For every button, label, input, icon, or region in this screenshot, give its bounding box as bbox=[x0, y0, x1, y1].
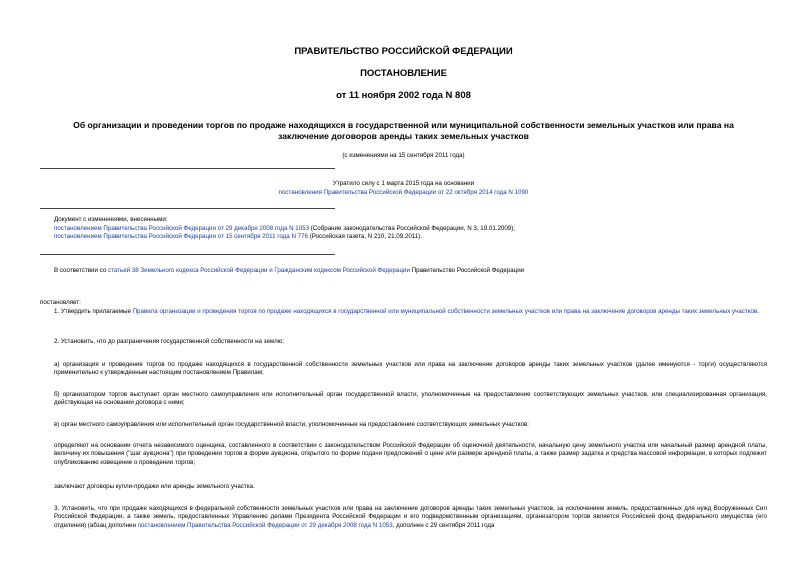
amendments-note: (с изменениями на 15 сентября 2011 года) bbox=[342, 152, 465, 159]
divider bbox=[40, 168, 335, 169]
divider bbox=[40, 208, 335, 209]
rules-link[interactable]: Правила организации и проведения торгов по продаже находящихся в государственной или муниципальной собственности земельных участков или права на заключение договоров аренды таких земельных участков bbox=[132, 308, 758, 315]
divider bbox=[40, 254, 335, 255]
changes-intro: Документ с изменениями, внесенными: bbox=[54, 216, 168, 223]
expired-notice bbox=[0, 180, 807, 197]
document-title: Об организации и проведении торгов по продаже находящихся в государственной или муниципальной собственности земельных участков или права на заключение договоров аренды таких земельных участков bbox=[73, 120, 734, 141]
changes-block bbox=[54, 216, 767, 242]
paragraph-2c-2: заключают договоры купли-продажи или аренды земельного участка. bbox=[54, 483, 255, 490]
date-number: от 11 ноября 2002 года N 808 bbox=[336, 90, 471, 101]
p3-link[interactable]: постановлением Правительства Российской Федерации от 29 декабря 2008 года N 1053 bbox=[137, 521, 393, 529]
list-item: постановлением Правительства Российской Федерации от 29 декабря 2008 года N 1053 (Собрание законодательства Российской Федерации, N 3, 19.01.2009); bbox=[54, 224, 516, 232]
resolves: постановляет: bbox=[40, 299, 81, 306]
paragraph-1: 1. Утвердить прилагаемые Правила организации и проведения торгов по продаже находящихся в государственной или муниципальной собственности земельных участков или права на заключение договоров аренды таких земельных участков. bbox=[54, 308, 759, 315]
list-item: постановлением Правительства Российской Федерации от 15 сентября 2011 года N 776 (Российская газета, N 210, 21.09.2011). bbox=[54, 233, 422, 241]
paragraph-2c: в) орган местного самоуправления или исполнительный орган государственной власти, уполномоченные на предоставление соответствующих земельных участков: bbox=[54, 421, 529, 428]
preamble: В соответствии со статьей 38 Земельного кодекса Российской Федерации и Гражданским кодексом Российской Федерации Правительство Российской Федерации bbox=[54, 267, 525, 274]
expired-link[interactable]: постановления Правительства Российской Федерации от 22 октября 2014 года N 1090 bbox=[278, 188, 529, 196]
paragraph-2: 2. Установить, что до разграничения государственной собственности на землю: bbox=[54, 338, 285, 345]
paragraph-2b: б) организатором торгов выступает орган местного самоуправления или исполнительный орган государственной власти, уполномоченные на предоставление соответствующих земельных участков, или специализированная организация, действующая на основании договора с ними; bbox=[54, 391, 767, 407]
doc-type-heading: ПОСТАНОВЛЕНИЕ bbox=[360, 68, 447, 79]
expired-line: Утратило силу с 1 марта 2015 года на основании bbox=[332, 180, 475, 187]
paragraph-2c-1: определяют на основании отчета независимого оценщика, составленного в соответствии с законодательством Российской Федерации об оценочной деятельности, начальную цену земельного участка или начальный размер арендной платы, величину их повышения ("шаг аукциона") при проведении торгов в форме аукциона, открытого по форме подачи предложений о цене или размере арендной платы, а также размер задатка и средства массовой информации, в которых подлежит опубликованию извещение о проведении торгов; bbox=[54, 442, 767, 466]
government-heading: ПРАВИТЕЛЬСТВО РОССИЙСКОЙ ФЕДЕРАЦИИ bbox=[294, 46, 513, 57]
preamble-link[interactable]: статьей 38 Земельного кодекса Российской Федерации и Гражданским кодексом Российской Федерации bbox=[107, 267, 410, 274]
change-link-1[interactable]: постановлением Правительства Российской Федерации от 29 декабря 2008 года N 1053 bbox=[54, 224, 310, 232]
paragraph-3: 3. Установить, что при продаже находящихся в федеральной собственности земельных участков или права на заключение договоров аренды таких земельных участков, за исключением земель, предоставленных для нужд Вооруженных Сил Российской Федерации, а также земель, предоставленных Управлению делами Президента Российской Федерации и его подведомственным организациям, организатором торгов является Российский фонд федерального имущества (его отделения) (абзац дополнен постановлением Правительства Российской Федерации от 29 декабря 2008 года N 1053, дополнен с 29 сентября 2011 года bbox=[54, 505, 767, 529]
change-link-2[interactable]: постановлением Правительства Российской Федерации от 15 сентября 2011 года N 776 bbox=[54, 233, 308, 241]
paragraph-2a: а) организация и проведение торгов по продаже находящихся в государственной собственности земельных участков или права на заключение договоров аренды таких земельных участков (далее именуются - торги) осуществляются применительно к утвержденным настоящим постановлением Правилам; bbox=[54, 361, 767, 377]
